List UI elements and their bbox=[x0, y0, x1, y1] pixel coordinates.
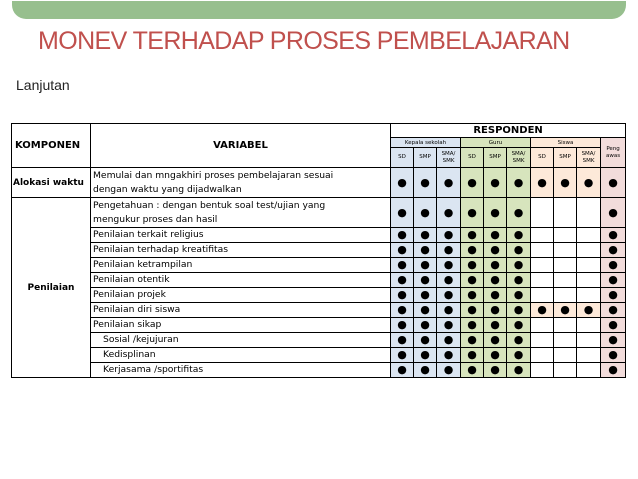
table-row bbox=[12, 348, 626, 363]
variabel-cell bbox=[91, 228, 391, 243]
table-row bbox=[12, 303, 626, 318]
mark-dot-cell: ● bbox=[391, 228, 414, 243]
mark-dot-cell: ● bbox=[391, 168, 414, 198]
mark-dot-cell: ● bbox=[461, 273, 484, 288]
empty-cell bbox=[577, 273, 601, 288]
variabel-cell bbox=[91, 318, 391, 333]
mark-dot-cell: ● bbox=[507, 348, 531, 363]
monev-table-container bbox=[11, 123, 626, 378]
variabel-line: Sosial /kejujuran bbox=[103, 334, 179, 345]
empty-cell bbox=[531, 348, 554, 363]
mark-dot-cell: ● bbox=[461, 228, 484, 243]
mark-dot-cell: ● bbox=[391, 363, 414, 378]
mark-dot-cell: ● bbox=[437, 288, 461, 303]
mark-dot-cell: ● bbox=[554, 168, 577, 198]
header-level-guru-sd: SD bbox=[461, 148, 484, 168]
mark-dot-cell: ● bbox=[437, 333, 461, 348]
empty-cell bbox=[577, 288, 601, 303]
header-level-siswa-sma: SMA/ SMK bbox=[577, 148, 601, 168]
mark-dot-cell: ● bbox=[437, 303, 461, 318]
mark-dot-cell: ● bbox=[391, 303, 414, 318]
mark-dot-cell: ● bbox=[391, 288, 414, 303]
mark-dot-cell: ● bbox=[414, 198, 437, 228]
mark-dot-cell: ● bbox=[414, 258, 437, 273]
mark-dot-cell: ● bbox=[484, 363, 507, 378]
mark-dot-cell: ● bbox=[437, 258, 461, 273]
empty-cell bbox=[554, 363, 577, 378]
header-level-guru-sma: SMA/ SMK bbox=[507, 148, 531, 168]
variabel-line: Penilaian terhadap kreatifitas bbox=[93, 244, 229, 255]
table-row bbox=[12, 258, 626, 273]
mark-dot-cell: ● bbox=[484, 258, 507, 273]
header-level-kepala-smp: SMP bbox=[414, 148, 437, 168]
empty-cell bbox=[554, 288, 577, 303]
empty-cell bbox=[554, 318, 577, 333]
mark-dot-cell: ● bbox=[461, 318, 484, 333]
header-level-kepala-sma: SMA/ SMK bbox=[437, 148, 461, 168]
mark-dot-cell: ● bbox=[391, 333, 414, 348]
empty-cell bbox=[531, 288, 554, 303]
mark-dot-cell: ● bbox=[531, 303, 554, 318]
mark-dot-cell: ● bbox=[461, 288, 484, 303]
variabel-cell bbox=[91, 303, 391, 318]
header-level-guru-smp: SMP bbox=[484, 148, 507, 168]
mark-dot-cell: ● bbox=[601, 363, 626, 378]
mark-dot-cell: ● bbox=[484, 228, 507, 243]
header-group-kepala-sekolah: Kepala sekolah bbox=[391, 138, 461, 148]
mark-dot-cell: ● bbox=[507, 243, 531, 258]
mark-dot-cell: ● bbox=[437, 273, 461, 288]
empty-cell bbox=[577, 348, 601, 363]
header-level-siswa-smp: SMP bbox=[554, 148, 577, 168]
empty-cell bbox=[554, 258, 577, 273]
mark-dot-cell: ● bbox=[414, 228, 437, 243]
mark-dot-cell: ● bbox=[601, 333, 626, 348]
mark-dot-cell: ● bbox=[461, 303, 484, 318]
mark-dot-cell: ● bbox=[484, 198, 507, 228]
header-variabel: VARIABEL bbox=[91, 124, 391, 168]
empty-cell bbox=[554, 243, 577, 258]
monev-table bbox=[11, 123, 626, 378]
mark-dot-cell: ● bbox=[601, 168, 626, 198]
empty-cell bbox=[531, 243, 554, 258]
mark-dot-cell: ● bbox=[577, 303, 601, 318]
mark-dot-cell: ● bbox=[437, 348, 461, 363]
variabel-line: Memulai dan mngakhiri proses pembelajaran sesuai bbox=[93, 169, 334, 181]
variabel-line: Penilaian otentik bbox=[93, 274, 170, 285]
mark-dot-cell: ● bbox=[601, 348, 626, 363]
empty-cell bbox=[531, 273, 554, 288]
variabel-cell bbox=[91, 348, 391, 363]
mark-dot-cell: ● bbox=[414, 168, 437, 198]
mark-dot-cell: ● bbox=[437, 243, 461, 258]
slide-subtitle: Lanjutan bbox=[16, 77, 70, 93]
mark-dot-cell: ● bbox=[437, 363, 461, 378]
mark-dot-cell: ● bbox=[484, 168, 507, 198]
mark-dot-cell: ● bbox=[577, 168, 601, 198]
empty-cell bbox=[554, 273, 577, 288]
empty-cell bbox=[577, 318, 601, 333]
mark-dot-cell: ● bbox=[414, 243, 437, 258]
variabel-cell bbox=[91, 363, 391, 378]
mark-dot-cell: ● bbox=[437, 228, 461, 243]
variabel-line: Penilaian ketrampilan bbox=[93, 259, 193, 270]
variabel-line: dengan waktu yang dijadwalkan bbox=[93, 183, 242, 195]
table-row bbox=[12, 318, 626, 333]
mark-dot-cell: ● bbox=[507, 258, 531, 273]
variabel-line: Kerjasama /sportifitas bbox=[103, 364, 204, 375]
variabel-line: Penilaian terkait religius bbox=[93, 229, 204, 240]
variabel-line: Penilaian projek bbox=[93, 289, 166, 300]
mark-dot-cell: ● bbox=[507, 228, 531, 243]
mark-dot-cell: ● bbox=[601, 273, 626, 288]
mark-dot-cell: ● bbox=[391, 348, 414, 363]
komponen-cell: Penilaian bbox=[12, 198, 91, 378]
mark-dot-cell: ● bbox=[484, 318, 507, 333]
variabel-cell bbox=[91, 273, 391, 288]
mark-dot-cell: ● bbox=[484, 303, 507, 318]
mark-dot-cell: ● bbox=[507, 363, 531, 378]
mark-dot-cell: ● bbox=[461, 243, 484, 258]
empty-cell bbox=[577, 198, 601, 228]
empty-cell bbox=[577, 243, 601, 258]
table-row bbox=[12, 228, 626, 243]
mark-dot-cell: ● bbox=[601, 318, 626, 333]
table-row bbox=[12, 243, 626, 258]
slide-title: MONEV TERHADAP PROSES PEMBELAJARAN bbox=[38, 27, 570, 55]
header-group-pengawas: Peng awas bbox=[601, 138, 626, 168]
variabel-line: Penilaian diri siswa bbox=[93, 304, 181, 315]
header-level-siswa-sd: SD bbox=[531, 148, 554, 168]
header-komponen: KOMPONEN bbox=[12, 124, 91, 168]
empty-cell bbox=[554, 228, 577, 243]
empty-cell bbox=[531, 198, 554, 228]
mark-dot-cell: ● bbox=[507, 303, 531, 318]
header-group-siswa: Siswa bbox=[531, 138, 601, 148]
mark-dot-cell: ● bbox=[507, 273, 531, 288]
mark-dot-cell: ● bbox=[484, 288, 507, 303]
empty-cell bbox=[531, 228, 554, 243]
mark-dot-cell: ● bbox=[601, 198, 626, 228]
header-group-guru: Guru bbox=[461, 138, 531, 148]
empty-cell bbox=[577, 258, 601, 273]
mark-dot-cell: ● bbox=[414, 363, 437, 378]
mark-dot-cell: ● bbox=[391, 273, 414, 288]
empty-cell bbox=[531, 258, 554, 273]
mark-dot-cell: ● bbox=[531, 168, 554, 198]
table-row bbox=[12, 273, 626, 288]
variabel-line: Pengetahuan : dengan bentuk soal test/ujian yang bbox=[93, 199, 326, 211]
mark-dot-cell: ● bbox=[437, 318, 461, 333]
header-responden: RESPONDEN bbox=[391, 124, 626, 138]
variabel-cell bbox=[91, 243, 391, 258]
top-accent-bar bbox=[12, 1, 626, 19]
mark-dot-cell: ● bbox=[461, 363, 484, 378]
komponen-cell: Alokasi waktu bbox=[12, 168, 91, 198]
mark-dot-cell: ● bbox=[414, 273, 437, 288]
empty-cell bbox=[577, 333, 601, 348]
mark-dot-cell: ● bbox=[414, 333, 437, 348]
mark-dot-cell: ● bbox=[484, 273, 507, 288]
variabel-cell bbox=[91, 333, 391, 348]
mark-dot-cell: ● bbox=[507, 198, 531, 228]
empty-cell bbox=[531, 333, 554, 348]
mark-dot-cell: ● bbox=[601, 258, 626, 273]
empty-cell bbox=[554, 198, 577, 228]
mark-dot-cell: ● bbox=[414, 318, 437, 333]
mark-dot-cell: ● bbox=[461, 333, 484, 348]
variabel-cell bbox=[91, 288, 391, 303]
mark-dot-cell: ● bbox=[601, 243, 626, 258]
header-level-kepala-sd: SD bbox=[391, 148, 414, 168]
mark-dot-cell: ● bbox=[391, 318, 414, 333]
mark-dot-cell: ● bbox=[391, 243, 414, 258]
empty-cell bbox=[577, 228, 601, 243]
mark-dot-cell: ● bbox=[601, 303, 626, 318]
mark-dot-cell: ● bbox=[461, 198, 484, 228]
mark-dot-cell: ● bbox=[601, 288, 626, 303]
mark-dot-cell: ● bbox=[414, 348, 437, 363]
empty-cell bbox=[554, 333, 577, 348]
mark-dot-cell: ● bbox=[507, 333, 531, 348]
table-row bbox=[12, 288, 626, 303]
mark-dot-cell: ● bbox=[437, 198, 461, 228]
mark-dot-cell: ● bbox=[461, 168, 484, 198]
mark-dot-cell: ● bbox=[461, 258, 484, 273]
mark-dot-cell: ● bbox=[484, 348, 507, 363]
table-body bbox=[12, 168, 626, 378]
mark-dot-cell: ● bbox=[391, 258, 414, 273]
table-row bbox=[12, 198, 626, 228]
mark-dot-cell: ● bbox=[414, 303, 437, 318]
empty-cell bbox=[531, 363, 554, 378]
mark-dot-cell: ● bbox=[484, 243, 507, 258]
mark-dot-cell: ● bbox=[391, 198, 414, 228]
mark-dot-cell: ● bbox=[414, 288, 437, 303]
variabel-cell bbox=[91, 198, 391, 228]
mark-dot-cell: ● bbox=[507, 288, 531, 303]
mark-dot-cell: ● bbox=[554, 303, 577, 318]
mark-dot-cell: ● bbox=[484, 333, 507, 348]
empty-cell bbox=[531, 318, 554, 333]
table-row bbox=[12, 363, 626, 378]
variabel-cell bbox=[91, 168, 391, 198]
mark-dot-cell: ● bbox=[601, 228, 626, 243]
table-row bbox=[12, 168, 626, 198]
mark-dot-cell: ● bbox=[507, 168, 531, 198]
empty-cell bbox=[554, 348, 577, 363]
variabel-line: Penilaian sikap bbox=[93, 319, 162, 330]
mark-dot-cell: ● bbox=[437, 168, 461, 198]
mark-dot-cell: ● bbox=[461, 348, 484, 363]
variabel-line: mengukur proses dan hasil bbox=[93, 213, 218, 225]
variabel-cell bbox=[91, 258, 391, 273]
variabel-line: Kedisplinan bbox=[103, 349, 156, 360]
mark-dot-cell: ● bbox=[507, 318, 531, 333]
empty-cell bbox=[577, 363, 601, 378]
table-row bbox=[12, 333, 626, 348]
